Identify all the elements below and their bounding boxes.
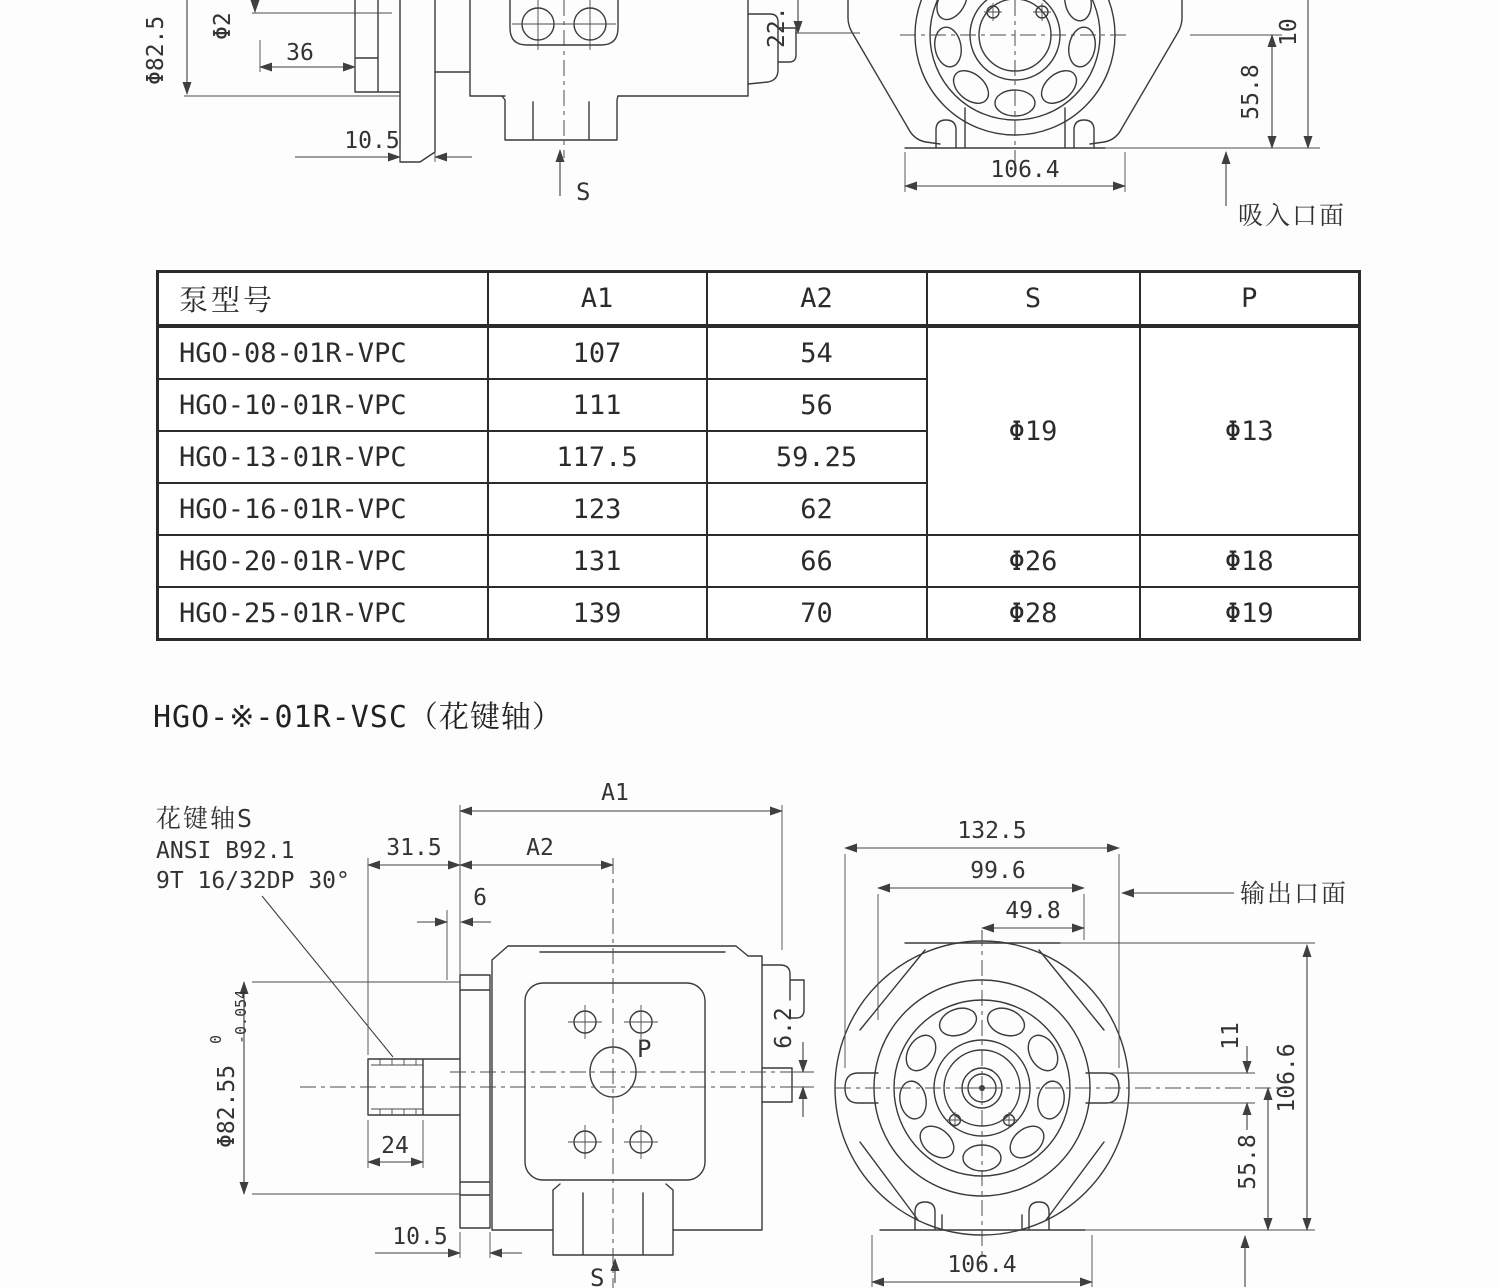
dim-6-label: 6 xyxy=(473,885,487,911)
dim-6-2-label: 6.2 xyxy=(771,1007,797,1049)
model-cell: HGO-10-01R-VPC xyxy=(158,379,488,431)
section-title: HGO-※-01R-VSC（花键轴） xyxy=(153,700,563,735)
front-view-outline xyxy=(835,930,1315,1265)
pump-vsc-front-view xyxy=(830,790,1500,1288)
s-merged-cell: Φ19 xyxy=(927,326,1140,535)
dim-10-5-label: 10.5 xyxy=(392,1224,448,1250)
table-row xyxy=(158,587,1360,640)
side-view-dimensions xyxy=(207,780,814,1288)
pump-vsc-side-view xyxy=(140,750,820,1288)
dim-a2-label: A2 xyxy=(526,835,554,861)
a2-cell: 59.25 xyxy=(707,431,927,483)
a1-cell: 107 xyxy=(488,326,707,379)
suction-face-label: 吸入口面 xyxy=(1238,201,1347,230)
dim-49-8-label: 49.8 xyxy=(1005,898,1061,924)
dim-55-8-label: 55.8 xyxy=(1235,1134,1261,1190)
port-s-label: S xyxy=(576,178,591,206)
col-header-s: S xyxy=(927,272,1140,327)
spline-note-line2: ANSI B92.1 xyxy=(156,838,295,864)
spline-note xyxy=(156,804,393,1057)
dim-dia-shaft-label: Φ2 xyxy=(210,12,236,40)
pump-vpc-side-view-partial xyxy=(130,0,810,252)
dim-106-partial-label: 10 xyxy=(1276,18,1302,46)
dim-tol-lower: -0.054 xyxy=(232,989,250,1044)
dim-106-4-label: 106.4 xyxy=(947,1252,1017,1278)
a1-cell: 131 xyxy=(488,535,707,587)
side-view-outline xyxy=(355,0,796,162)
p-cell: Φ19 xyxy=(1140,587,1360,640)
a2-cell: 66 xyxy=(707,535,927,587)
dim-22-label: 22. xyxy=(764,6,790,48)
col-header-p: P xyxy=(1140,272,1360,327)
dim-55-8-label: 55.8 xyxy=(1238,64,1264,120)
model-cell: HGO-25-01R-VPC xyxy=(158,587,488,640)
dimension-table xyxy=(156,270,1361,641)
col-header-a1: A1 xyxy=(488,272,707,327)
p-merged-cell: Φ13 xyxy=(1140,326,1360,535)
a2-cell: 54 xyxy=(707,326,927,379)
port-s-label: S xyxy=(590,1264,605,1288)
front-view-dimensions xyxy=(845,818,1348,1287)
dim-36-label: 36 xyxy=(286,40,314,66)
dim-99-6-label: 99.6 xyxy=(970,858,1026,884)
p-cell: Φ18 xyxy=(1140,535,1360,587)
side-view-outline xyxy=(300,858,812,1288)
table-header-row xyxy=(158,272,1360,327)
spline-note-line3: 9T 16/32DP 30° xyxy=(156,868,350,894)
col-header-model: 泵型号 xyxy=(158,272,488,327)
spline-note-line1: 花键轴S xyxy=(156,804,255,833)
dim-11-label: 11 xyxy=(1218,1022,1244,1050)
a1-cell: 123 xyxy=(488,483,707,535)
dim-31-5-label: 31.5 xyxy=(386,835,442,861)
a2-cell: 62 xyxy=(707,483,927,535)
model-cell: HGO-16-01R-VPC xyxy=(158,483,488,535)
s-cell: Φ26 xyxy=(927,535,1140,587)
dim-tol-upper: 0 xyxy=(207,1034,225,1044)
dim-dia-82-55-label: Φ82.55 xyxy=(214,1064,240,1148)
model-cell: HGO-13-01R-VPC xyxy=(158,431,488,483)
pump-vpc-front-view-partial xyxy=(760,0,1500,252)
a1-cell: 111 xyxy=(488,379,707,431)
a1-cell: 139 xyxy=(488,587,707,640)
a2-cell: 70 xyxy=(707,587,927,640)
model-cell: HGO-20-01R-VPC xyxy=(158,535,488,587)
col-header-a2: A2 xyxy=(707,272,927,327)
a1-cell: 117.5 xyxy=(488,431,707,483)
outlet-face-label: 输出口面 xyxy=(1240,879,1349,908)
table-row xyxy=(158,535,1360,587)
port-p-label: P xyxy=(637,1035,652,1063)
dim-132-5-label: 132.5 xyxy=(957,818,1027,844)
dim-106-4-label: 106.4 xyxy=(990,157,1060,183)
dim-a1-label: A1 xyxy=(601,780,629,806)
dim-106-6-label: 106.6 xyxy=(1274,1043,1300,1113)
dim-24-label: 24 xyxy=(381,1133,409,1159)
a2-cell: 56 xyxy=(707,379,927,431)
dim-dia-82-5-label: Φ82.5 xyxy=(143,15,169,85)
dim-10-5-label: 10.5 xyxy=(344,128,400,154)
table-row xyxy=(158,326,1360,379)
s-cell: Φ28 xyxy=(927,587,1140,640)
model-cell: HGO-08-01R-VPC xyxy=(158,326,488,379)
